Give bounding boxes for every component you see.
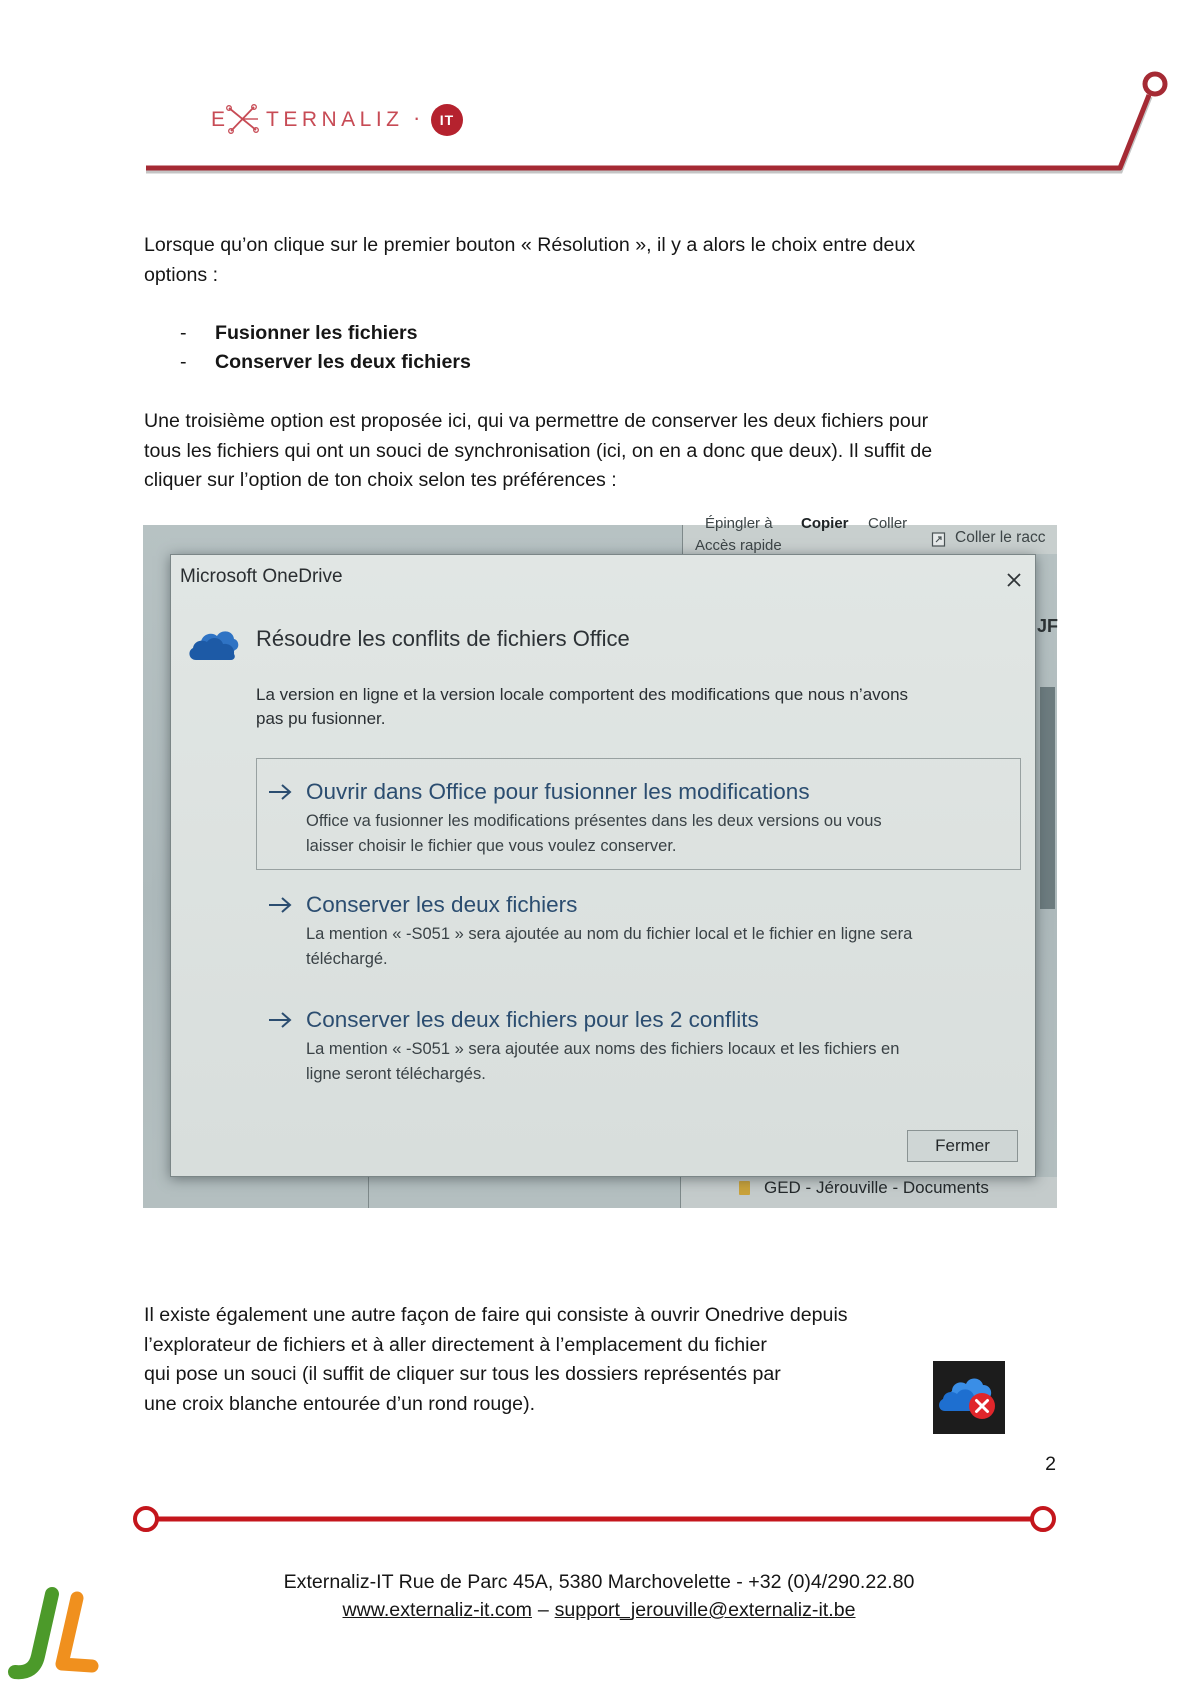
footer-rule — [0, 1500, 1190, 1540]
text-line: Lorsque qu’on clique sur le premier bouton « Résolution », il y a alors le choix entre deux — [144, 234, 916, 256]
text-line: Il existe également une autre façon de faire qui consiste à ouvrir Onedrive depuis — [144, 1304, 848, 1326]
arrow-right-icon — [267, 783, 293, 801]
ribbon-paste-label: Coller — [868, 515, 908, 532]
text-line: pas pu fusionner. — [256, 709, 386, 728]
arrow-right-icon — [267, 896, 293, 914]
option-title: Ouvrir dans Office pour fusionner les modifications — [306, 778, 810, 804]
list-item-text: Conserver les deux fichiers — [215, 351, 471, 373]
onedrive-dialog-screenshot — [143, 515, 1059, 1208]
logo-dot: · — [413, 105, 421, 130]
website-link[interactable]: www.externaliz-it.com — [342, 1599, 532, 1621]
folder-icon — [739, 1181, 750, 1195]
list-item-text: Fusionner les fichiers — [215, 321, 418, 344]
option-description-line: La mention « -S051 » sera ajoutée au nom du fichier local et le fichier en ligne sera — [306, 924, 913, 943]
dialog-description — [256, 683, 908, 731]
logo-circuit-x-icon — [224, 103, 262, 135]
onedrive-conflict-dialog — [170, 554, 1036, 1177]
option-description-line: ligne seront téléchargés. — [306, 1064, 486, 1083]
text-line: l’explorateur de fichiers et à aller directement à l’emplacement du fichier — [144, 1333, 767, 1356]
footer-separator: – — [537, 1599, 549, 1621]
ribbon-paste-shortcut-label: Coller le racc — [955, 529, 1046, 546]
ribbon-copy-label: Copier — [801, 515, 849, 532]
option-keep-both-all-conflicts — [256, 1002, 1021, 1087]
close-icon — [1006, 572, 1022, 588]
ribbon-pin-label: Épingler à — [705, 515, 773, 532]
jl-logo — [0, 1580, 110, 1684]
alternative-paragraph — [144, 1301, 848, 1419]
text-line: options : — [144, 263, 219, 286]
explorer-location: GED - Jérouville - Documents — [764, 1178, 989, 1197]
logo-letters: TERNALIZ — [266, 108, 404, 131]
logo-letter-e: E — [211, 108, 226, 131]
option-title: Conserver les deux fichiers pour les 2 conflits — [306, 1006, 759, 1032]
text-line: tous les fichiers qui ont un souci de synchronisation (ici, on en a donc que deux). Il suffit de — [144, 439, 933, 462]
dialog-window-title: Microsoft OneDrive — [180, 566, 343, 587]
email-link[interactable]: support_jerouville@externaliz-it.be — [554, 1599, 856, 1621]
option-description-line: Office va fusionner les modifications présentes dans les deux versions ou vous — [306, 811, 882, 830]
dialog-heading: Résoudre les conflits de fichiers Office — [256, 626, 630, 651]
text-line: qui pose un souci (il suffit de cliquer sur tous les dossiers représentés par — [144, 1363, 781, 1385]
option-description-line: téléchargé. — [306, 949, 388, 968]
list-item — [0, 348, 1000, 378]
option-description-line: laisser choisir le fichier que vous voulez conserver. — [306, 836, 677, 855]
logo-badge-it: IT — [431, 104, 463, 136]
footer-links — [148, 1596, 1050, 1624]
text-line: Une troisième option est proposée ici, qui va permettre de conserver les deux fichiers pour — [144, 410, 929, 432]
arrow-right-icon — [267, 1011, 293, 1029]
text-line: cliquer sur l’option de ton choix selon tes préférences : — [144, 469, 617, 491]
option-keep-both — [256, 887, 1021, 972]
close-button: Fermer — [907, 1130, 1018, 1162]
list-item — [0, 319, 1000, 349]
onedrive-sync-error-icon — [933, 1361, 1005, 1434]
page-number: 2 — [1045, 1453, 1056, 1475]
ribbon-quick-access-label: Accès rapide — [695, 537, 782, 554]
option-title: Conserver les deux fichiers — [306, 891, 578, 917]
option-description-line: La mention « -S051 » sera ajoutée aux noms des fichiers locaux et les fichiers en — [306, 1039, 900, 1058]
explorer-side-fragment: JF — [1037, 616, 1059, 636]
intro-paragraph — [144, 231, 915, 290]
bullet-dash: - — [180, 351, 187, 373]
text-line: une croix blanche entourée d’un rond rouge). — [144, 1392, 536, 1415]
text-line: La version en ligne et la version locale comportent des modifications que nous n’avons — [256, 685, 909, 704]
footer-contact — [148, 1568, 1050, 1624]
paste-shortcut-icon — [931, 531, 946, 547]
option-list — [0, 319, 1000, 378]
third-option-paragraph — [144, 407, 932, 496]
explorer-divider — [680, 1177, 681, 1208]
explorer-divider — [368, 1177, 369, 1208]
explorer-scrollbar — [1040, 687, 1055, 909]
ribbon-divider — [682, 525, 683, 554]
option-merge-in-office — [256, 774, 1021, 859]
header-rule — [0, 0, 1190, 190]
footer-address: Externaliz-IT Rue de Parc 45A, 5380 Marchovelette - +32 (0)4/290.22.80 — [283, 1571, 915, 1593]
onedrive-cloud-icon — [187, 626, 239, 661]
bullet-dash: - — [180, 321, 187, 344]
